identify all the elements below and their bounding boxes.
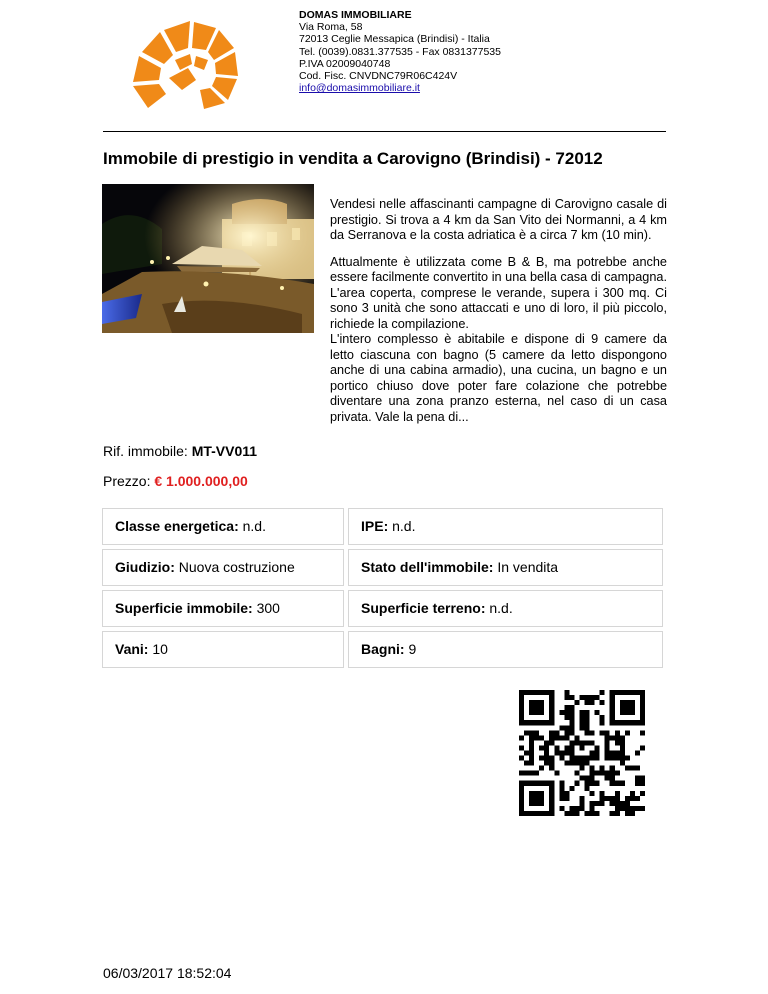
description-paragraph: L'intero complesso è abitabile e dispone di 9 camere da letto ciascuna con bagno (5 camere da letto dispongono anche di una cabina armadio), una cucina, un bagno e un portico chiuso dove poter fare colazione che potrebbe diventare una zona pranzo esterna, nel caso di un casa privata. Vale la pena di... — [330, 332, 667, 424]
spec-ipe: IPE: n.d. — [348, 508, 663, 545]
fiscal-code-line: Cod. Fisc. CNVDNC79R06C424V — [299, 70, 458, 83]
vat-line: P.IVA 02009040748 — [299, 57, 391, 70]
specs-row — [102, 508, 663, 545]
phone-line: Tel. (0039).0831.377535 - Fax 0831377535 — [299, 45, 501, 58]
reference-value: MT-VV011 — [191, 443, 258, 459]
property-price — [103, 473, 248, 489]
property-description — [330, 197, 667, 425]
property-reference — [103, 443, 257, 459]
price-label: Prezzo: — [103, 473, 151, 489]
company-logo — [130, 18, 240, 110]
header-divider — [103, 131, 666, 132]
reference-label: Rif. immobile: — [103, 443, 188, 459]
qr-code — [519, 690, 645, 816]
spec-rating: Giudizio: Nuova costruzione — [102, 549, 344, 586]
logo-chamber — [175, 54, 192, 70]
spec-bathrooms: Bagni: 9 — [348, 631, 663, 668]
agency-info — [299, 9, 501, 94]
address-line: Via Roma, 58 — [299, 21, 363, 34]
page-title: Immobile di prestigio in vendita a Carovigno (Brindisi) - 72012 — [103, 149, 603, 168]
specs-row — [102, 631, 663, 668]
logo-chamber — [133, 84, 166, 108]
spec-property-area: Superficie immobile: 300 — [102, 590, 344, 627]
print-timestamp: 06/03/2017 18:52:04 — [103, 965, 232, 981]
description-paragraph: Vendesi nelle affascinanti campagne di Carovigno casale di prestigio. Si trova a 4 km da San Vito dei Normanni, a 4 km da Serranova e la costa adriatica è a circa 7 km (10 min). — [330, 197, 667, 242]
specs-table — [102, 508, 663, 672]
specs-row — [102, 590, 663, 627]
company-name: DOMAS IMMOBILIARE — [299, 9, 412, 21]
logo-chamber — [169, 68, 196, 90]
price-value: € 1.000.000,00 — [154, 473, 248, 489]
description-paragraph: Attualmente è utilizzata come B & B, ma potrebbe anche essere facilmente convertito in una bella casa di campagna. L'area coperta, comprese le verande, supera i 300 mq. Ci sono 3 unità che sono attaccati e uno di loro, il più piccolo, richiede la compilazione. — [330, 254, 667, 331]
spec-rooms: Vani: 10 — [102, 631, 344, 668]
spec-land-area: Superficie terreno: n.d. — [348, 590, 663, 627]
specs-row — [102, 549, 663, 586]
logo-chamber — [194, 56, 208, 70]
email-link[interactable]: info@domasimmobiliare.it — [299, 82, 420, 95]
city-line: 72013 Ceglie Messapica (Brindisi) - Italia — [299, 33, 490, 46]
property-photo — [102, 184, 314, 333]
spec-status: Stato dell'immobile: In vendita — [348, 549, 663, 586]
spec-energy-class: Classe energetica: n.d. — [102, 508, 344, 545]
